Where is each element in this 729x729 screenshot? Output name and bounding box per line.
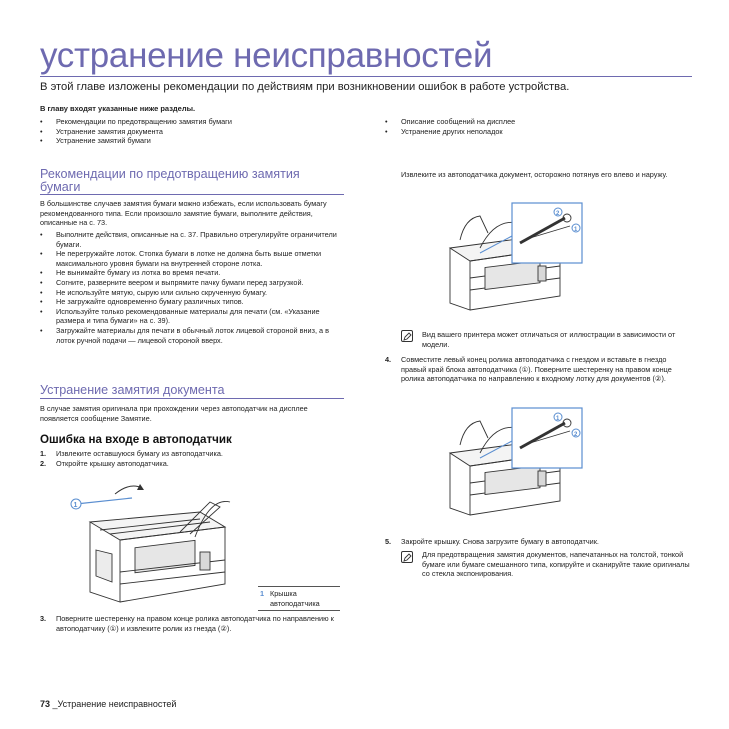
step-number: 3. [40,614,47,623]
figure-label-1: 1 [556,416,560,422]
section-rule [40,194,344,195]
list-item: • Не вынимайте бумагу из лотка во время печати. [40,268,345,278]
section2-intro: В случае замятия оригинала при прохождении через автоподатчик на дисплее появляется сообщение Замятие. [40,404,308,423]
step-4 [385,355,691,384]
printer-roller-removal-illustration [440,198,590,318]
page-footer [40,699,176,709]
step-number: 2. [40,458,47,468]
page-number: 73 [40,699,51,709]
steps-list [40,449,345,468]
list-item: • Не перегружайте лоток. Стопка бумаги в лотке не должна быть выше отметки максимального уровня бумаги на внутренней стороне лотка. [40,249,345,268]
section1-intro: В большинстве случаев замятия бумаги можно избежать, если использовать бумагу рекомендованного типа. Если произошло замятие бумаги, выполните действия, описанные на с. 73. [40,199,327,228]
step-2 [40,459,345,469]
callout-1: 1 [73,502,78,509]
step-text: Закройте крышку. Снова загрузите бумагу в автоподатчик. [401,537,599,546]
list-item: • Используйте только рекомендованные материалы для печати (см. «Указание размера и типа бумаги» на с. 39). [40,307,345,326]
step-text: Поверните шестеренку на правом конце ролика автоподатчика по направлению к автоподатчику (①) и извлеките ролик из гнезда (②). [56,614,334,633]
figure-label-2: 2 [556,211,560,217]
contents-item[interactable]: • Описание сообщений на дисплее [385,117,705,127]
step-5 [385,537,691,547]
list-item: • Согните, разверните веером и выпрямите пачку бумаги перед загрузкой. [40,278,345,288]
step-number: 1. [40,449,47,458]
step-remove-document: Извлеките из автоподатчика документ, осторожно потянув его влево и наружу. [401,170,668,179]
figure-label-1: 1 [574,227,578,233]
pencil-note-icon [401,551,413,563]
list-item: • Не используйте мятую, сырую или сильно скрученную бумагу. [40,288,345,298]
caption-line: автоподатчика [270,598,320,608]
list-item: • Выполните действия, описанные на с. 37. Правильно отрегулируйте ограничители бумаги. [40,230,345,249]
note-glass-scanning: Для предотвращения замятия документов, напечатанных на толстой, тонкой бумаге или бумаге смешанного типа, копируйте и сканируйте такие оригиналы со стекла экспонирования. [422,550,690,579]
figure-label-2: 2 [574,432,578,438]
step-text: Откройте крышку автоподатчика. [56,458,169,468]
section-heading-document-jam: Устранение замятия документа [40,383,225,397]
pencil-note-icon [401,330,413,342]
section-heading-paper-jam-prevention [40,168,350,193]
page-title: устранение неисправностей [40,36,493,75]
contents-item[interactable]: • Рекомендации по предотвращению замятия бумаги [40,117,370,127]
step-text: Совместите левый конец ролика автоподатчика с гнездом и вставьте в гнездо правый край блока автоподатчика (①). Поверните шестеренку на правом конце ролика автоподатчика по направлению к входному лотку для документов (②). [401,355,672,384]
list-item: • Загружайте материалы для печати в обычный лоток лицевой стороной вниз, а в лоток ручной подачи — лицевой стороной вверх. [40,326,345,345]
contents-heading: В главу входят указанные ниже разделы. [40,104,196,113]
pencil-glyph [403,332,412,341]
step-text: Извлеките оставшуюся бумагу из автоподатчика. [56,449,223,458]
contents-item[interactable]: • Устранение замятий бумаги [40,136,370,146]
contents-right-list [385,117,705,136]
caption-number: 1 [260,589,265,598]
step-3 [40,614,345,633]
pencil-glyph [403,553,412,562]
contents-left-list [40,117,370,146]
step-1 [40,449,345,459]
title-rule [40,76,692,77]
printer-open-cover-illustration [60,472,250,607]
section-rule [40,398,344,399]
list-item: • Не загружайте одновременно бумагу различных типов. [40,297,345,307]
caption-rule-bottom [258,610,340,611]
chapter-intro: В этой главе изложены рекомендации по действиям при возникновении ошибок в работе устройства. [40,81,570,93]
note-model-difference: Вид вашего принтера может отличаться от иллюстрации в зависимости от модели. [422,330,676,349]
step-number: 5. [385,537,392,546]
section-heading-line: бумаги [40,179,81,194]
contents-item[interactable]: • Устранение замятия документа [40,127,370,137]
subheading-adf-input-jam: Ошибка на входе в автоподатчик [40,433,232,446]
contents-item[interactable]: • Устранение других неполадок [385,127,705,137]
caption-line: Крышка [270,589,297,598]
figure-caption [258,586,340,611]
printer-roller-insert-illustration [440,403,590,523]
section-heading-line: Рекомендации по предотвращению замятия [40,167,300,181]
section1-bullets [40,230,345,345]
footer-chapter: _Устранение неисправностей [52,699,177,709]
step-number: 4. [385,355,392,364]
caption-body [258,587,340,610]
